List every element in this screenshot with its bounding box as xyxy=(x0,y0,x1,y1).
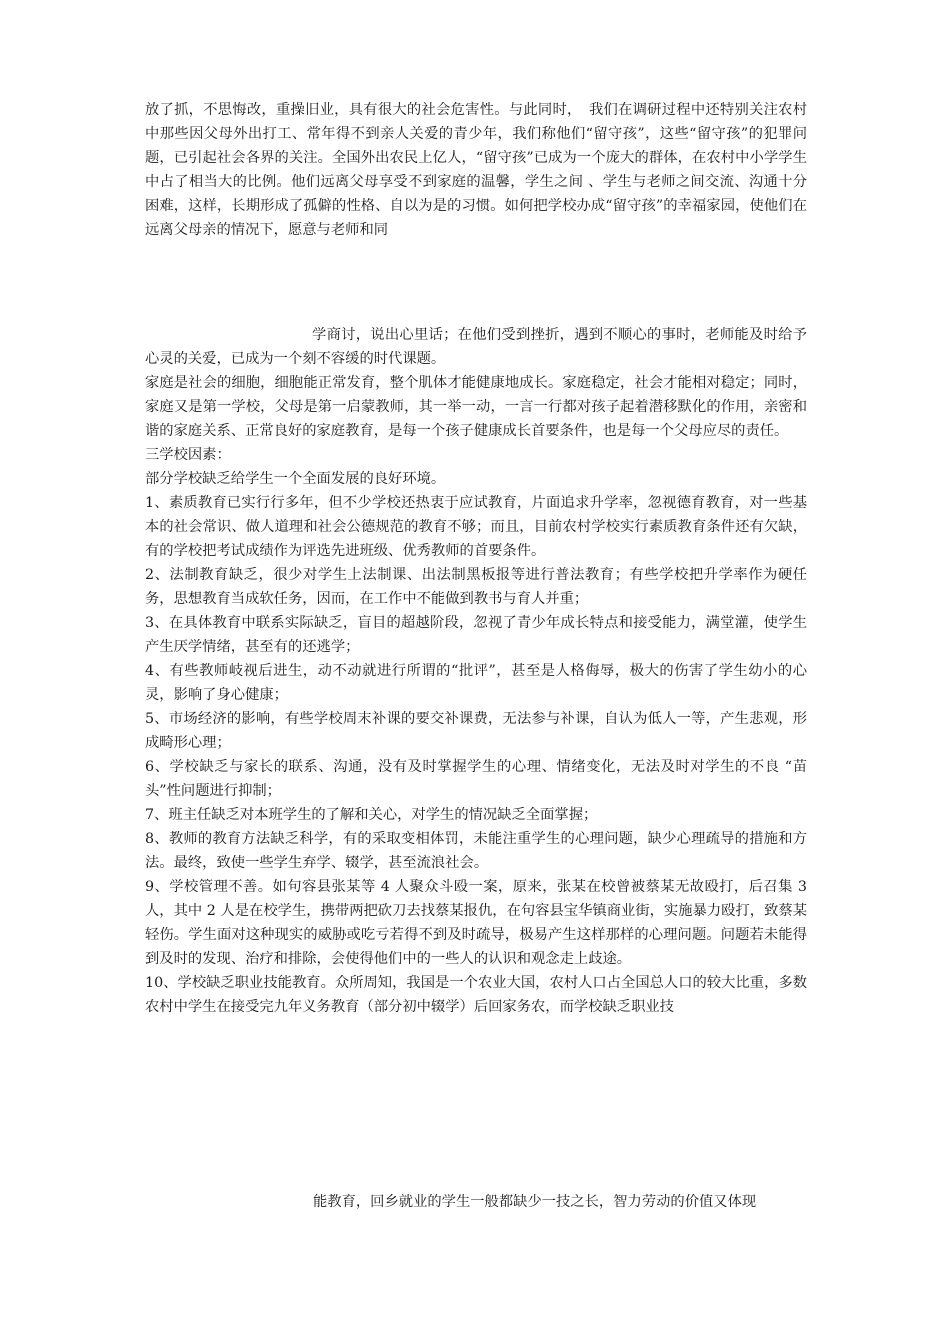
text-block-bottom xyxy=(145,1190,807,1214)
list-item: 7、班主任缺乏对本班学生的了解和关心，对学生的情况缺乏全面掌握； xyxy=(145,807,598,823)
list-item: 5、市场经济的影响，有些学校周末补课的要交补课费，无法参与补课，自认为低人一等，产生悲观，形成畸形心理； xyxy=(145,711,807,751)
paragraph: 学商讨，说出心里话；在他们受到挫折，遇到不顺心的事时，老师能及时给予心灵的关爱，已成为一个刻不容缓的时代课题。 xyxy=(145,327,807,367)
list-item: 1、素质教育已实行行多年，但不少学校还热衷于应试教育，片面追求升学率，忽视德育教育，对一些基本的社会常识、做人道理和社会公德规范的教育不够；而且，目前农村学校实行素质教育条件还有欠缺，有的学校把考试成绩作为评选先进班级、优秀教师的首要条件。 xyxy=(145,495,807,559)
text-block-main xyxy=(145,323,807,1019)
text-block-top xyxy=(145,98,807,242)
paragraph: 放了抓，不思悔改，重操旧业，具有很大的社会危害性。与此同时， 我们在调研过程中还特别关注农村中那些因父母外出打工、常年得不到亲人关爱的青少年，我们称他们“留守孩”，这些“留守孩”的犯罪问题，已引起社会各界的关注。全国外出农民上亿人，“留守孩”已成为一个庞大的群体，在农村中小学学生中占了相当大的比例。他们远离父母享受不到家庭的温馨，学生之间 、学生与老师之间交流、沟通十分困难，这样，长期形成了孤僻的性格、自以为是的习惯。如何把学校办成“留守孩”的幸福家园，使他们在远离父母亲的情况下，愿意与老师和同 xyxy=(145,102,807,238)
list-item: 4、有些教师岐视后进生，动不动就进行所谓的“批评”，甚至是人格侮辱，极大的伤害了学生幼小的心灵，影响了身心健康； xyxy=(145,663,807,703)
list-item: 9、学校管理不善。如句容县张某等 4 人聚众斗殴一案，原来，张某在校曾被蔡某无故殴打，后召集 3 人，其中 2 人是在校学生，携带两把砍刀去找蔡某报仇，在句容县宝华镇商业街，实施暴力殴打，致蔡某轻伤。学生面对这种现实的威胁或吃亏若得不到及时疏导，极易产生这样那样的心理问题。问题若未能得到及时的发现、治疗和排除，会使得他们中的一些人的认识和观念走上歧途。 xyxy=(145,879,807,967)
list-item: 8、教师的教育方法缺乏科学，有的采取变相体罚，未能注重学生的心理问题，缺少心理疏导的措施和方法。最终，致使一些学生弃学、辍学，甚至流浪社会。 xyxy=(145,831,807,871)
paragraph: 家庭是社会的细胞，细胞能正常发育，整个肌体才能健康地成长。家庭稳定，社会才能相对稳定；同时，家庭又是第一学校，父母是第一启蒙教师，其一举一动，一言一行都对孩子起着潜移默化的作用，亲密和谐的家庭关系、正常良好的家庭教育，是每一个孩子健康成长首要条件，也是每一个父母应尽的责任。 xyxy=(145,375,807,439)
list-item: 10、学校缺乏职业技能教育。众所周知，我国是一个农业大国，农村人口占全国总人口的较大比重，多数农村中学生在接受完九年义务教育（部分初中辍学）后回家务农，而学校缺乏职业技 xyxy=(145,975,807,1015)
list-item: 2、法制教育缺乏，很少对学生上法制课、出法制黑板报等进行普法教育；有些学校把升学率作为硬任务，思想教育当成软任务，因而，在工作中不能做到教书与育人并重； xyxy=(145,567,807,607)
paragraph: 部分学校缺乏给学生一个全面发展的良好环境。 xyxy=(145,471,446,487)
list-item: 6、学校缺乏与家长的联系、沟通，没有及时掌握学生的心理、情绪变化，无法及时对学生的不良 “苗头”性问题进行抑制； xyxy=(145,759,807,799)
section-heading: 三学校因素： xyxy=(145,447,231,463)
paragraph: 能教育，回乡就业的学生一般都缺少一技之长，智力劳动的价值又体现 xyxy=(313,1194,757,1210)
list-item: 3、在具体教育中联系实际缺乏，盲目的超越阶段，忽视了青少年成长特点和接受能力，满堂灌，使学生产生厌学情绪，甚至有的还逃学； xyxy=(145,615,807,655)
